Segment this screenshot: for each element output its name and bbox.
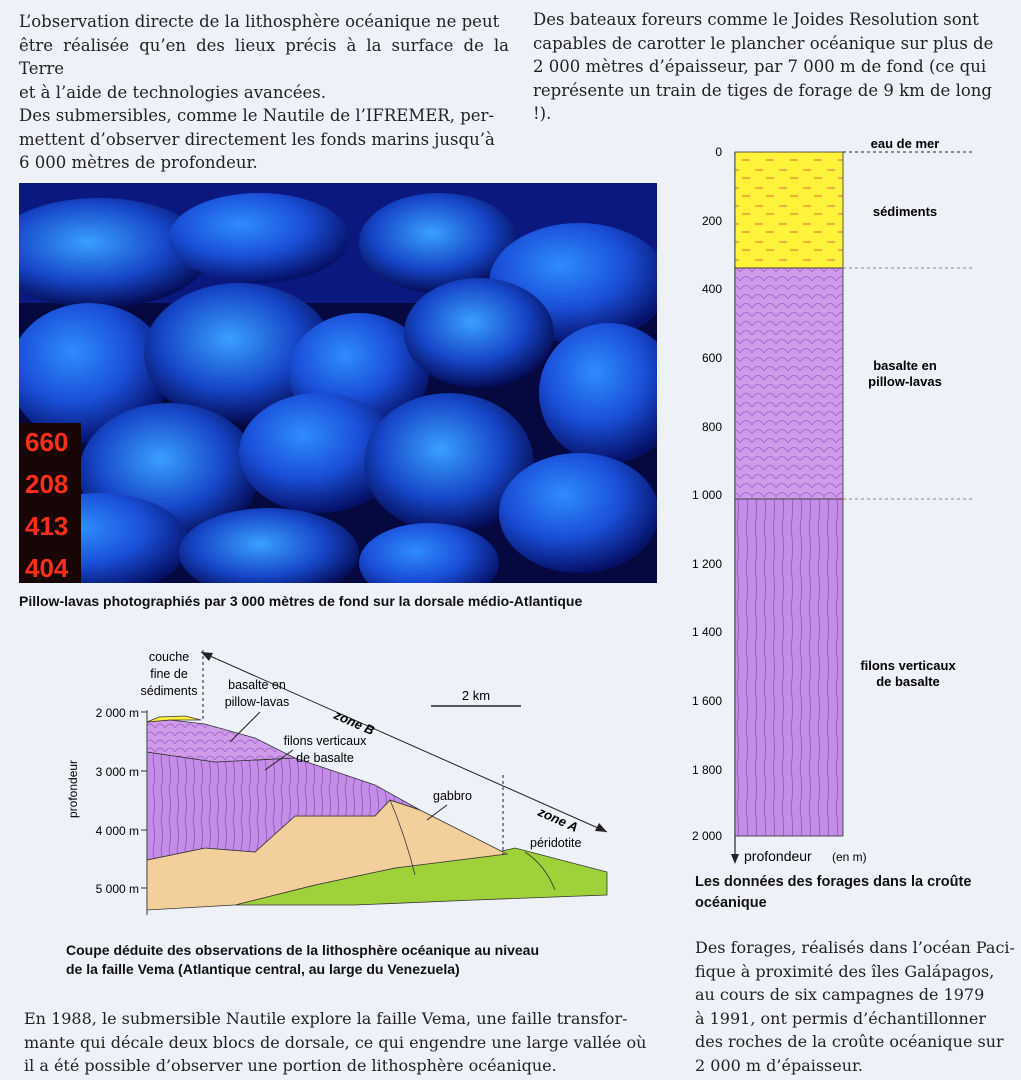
counter-digit: 208 [25,469,69,499]
depth-tick: 1 400 [691,625,722,639]
text-line: 2 000 m d’épaisseur. [695,1055,864,1075]
column-caption [695,872,1015,914]
intro-paragraph-right [533,8,1013,126]
sediment-label-line: fine de [150,667,188,681]
caption-line: océanique [695,895,767,911]
text-line: En 1988, le submersible Nautile explore la faille Vema, une faille transfor- [24,1009,628,1028]
axis-label: profondeur [744,848,812,864]
depth-tick: 1 000 [691,488,722,502]
axis-unit: (en m) [832,850,867,864]
depth-label: 2 000 m [95,706,139,720]
text-line: il a été possible d’observer une portion de lithosphère océanique. [24,1056,557,1075]
pillow-lava-image [19,183,657,583]
text-line: au cours de six campagnes de 1979 [695,985,985,1004]
depth-tick: 400 [701,282,722,296]
depth-tick: 200 [701,214,722,228]
text-line: des roches de la croûte océanique sur [695,1032,1004,1051]
gabbro-label: gabbro [433,789,472,803]
depth-tick: 600 [701,351,722,365]
depth-label: 5 000 m [95,882,139,896]
seawater-label: eau de mer [870,136,940,151]
sediment-label-line: sédiments [140,684,198,698]
depth-label: 3 000 m [95,765,139,779]
vema-cross-section [55,640,625,920]
dikes-label-line: filons verticaux [860,658,956,673]
bottom-paragraph-left [24,1007,664,1078]
axis-title: profondeur [66,759,80,818]
text-line: Des forages, réalisés dans l’océan Paci- [695,938,1015,957]
sediments-block [735,152,843,268]
depth-tick: 2 000 [691,829,722,843]
basalt-label-line: pillow-lavas [224,695,290,709]
zone-a-label: zone A [535,804,581,835]
text-line: fique à proximité des îles Galápagos, [695,961,995,981]
text-line: être réalisée qu’en des lieux précis à la surface de la Terre [19,35,509,78]
depth-tick: 1 800 [691,763,722,777]
dikes-label-line: de basalte [296,751,354,765]
text-line: mettent d’observer directement les fonds marins jusqu’à [19,129,495,149]
dikes-block [735,499,843,836]
drill-core-column [680,128,1000,873]
intro-paragraph-left [19,10,509,175]
sediments-label: sédiments [872,204,938,219]
basalt-label-line: basalte en [228,678,286,692]
text-line: 6 000 mètres de profondeur. [19,153,258,172]
text-line: mante qui décale deux blocs de dorsale, ce qui engendre une large vallée où [24,1032,647,1052]
basalt-label-line: basalte en [873,358,937,373]
dikes-label-line: de basalte [876,674,940,689]
text-line: Des bateaux foreurs comme le Joides Resolution sont [533,10,979,29]
text-line: Des submersibles, comme le Nautile de l’IFREMER, per- [19,106,494,125]
depth-tick: 1 600 [691,694,722,708]
text-line: L’observation directe de la lithosphère océanique ne peut [19,12,500,31]
text-line: représente un train de tiges de forage de 9 km de long !). [533,80,992,123]
sediment-label-line: couche [148,650,190,664]
counter-digit: 660 [25,427,69,457]
depth-ticks [692,145,722,843]
text-line: et à l’aide de technologies avancées. [19,82,326,102]
zone-b-label: zone B [331,707,377,739]
section-caption [66,941,666,979]
depth-tick: 0 [715,145,722,159]
depth-label: 4 000 m [95,824,139,838]
text-line: 2 000 mètres d’épaisseur, par 7 000 m de fond (ce qui [533,57,987,76]
counter-digit: 404 [25,553,69,583]
text-line: capables de carotter le plancher océanique sur plus de [533,33,994,53]
caption-line: de la faille Vema (Atlantique central, au large du Venezuela) [66,961,460,977]
pillow-lava-photo [19,183,657,583]
text-line: à 1991, ont permis d’échantillonner [695,1008,986,1028]
depth-tick: 800 [701,420,722,434]
counter-digit: 413 [25,511,69,541]
peridotite-label: péridotite [530,836,582,850]
scale-label: 2 km [461,688,491,703]
dikes-label-line: filons verticaux [283,734,367,748]
photo-caption: Pillow-lavas photographiés par 3 000 mètres de fond sur la dorsale médio-Atlantique [19,593,583,609]
pillow-lava-block [735,268,843,499]
bottom-paragraph-right [695,936,1015,1077]
basalt-label-line: pillow-lavas [868,374,942,389]
caption-line: Coupe déduite des observations de la lithosphère océanique au niveau [66,942,539,958]
depth-tick: 1 200 [691,557,722,571]
caption-line: Les données des forages dans la croûte [695,874,972,890]
